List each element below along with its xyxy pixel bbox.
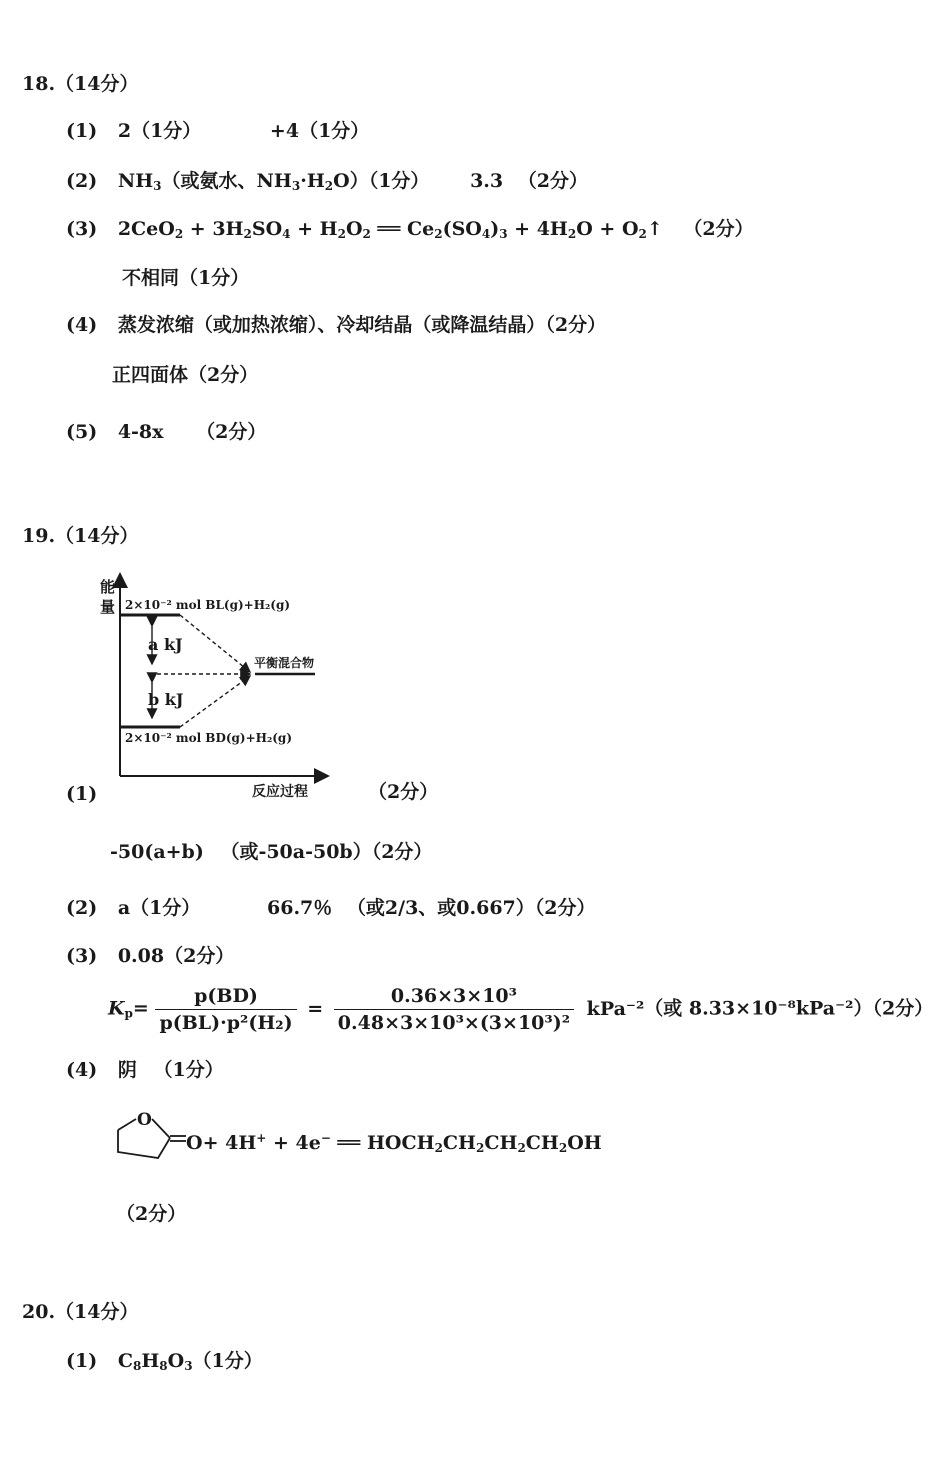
answer: 正四面体 [112, 364, 189, 386]
answer: +4 [269, 120, 300, 142]
subscript: 2 [638, 227, 647, 241]
answer: 阴 [117, 1059, 137, 1081]
equation-text: (SO [442, 218, 482, 240]
answer: 3.3 [470, 170, 504, 192]
part-label: (1) [66, 120, 98, 142]
equation-text: + 4H [507, 218, 568, 240]
gamma-butyrolactone-structure [112, 1106, 192, 1166]
q19-part4-equation: O+ 4H+ + 4e− ══ $HOCH_2CH_2CH_2CH_2OH$ [186, 1131, 602, 1155]
equation-text: + H [290, 218, 338, 240]
ring-bond [118, 1119, 136, 1130]
subscript: 2 [174, 227, 184, 241]
subscript: 4 [481, 227, 491, 241]
q19-header: 19.（14分） [22, 525, 139, 547]
score: （2分） [683, 218, 754, 240]
dashed-path-bottom [180, 676, 250, 727]
score: （2分） [196, 421, 267, 443]
answer: $NH_3$（或氨水、$NH_3\cdot H_2O$） [117, 170, 369, 193]
part-label: (5) [66, 421, 98, 443]
answer: 0.08 [117, 945, 165, 967]
q18-header: 18.（14分） [22, 73, 139, 95]
ring-bonds [118, 1130, 170, 1158]
y-axis-label-1: 能 [100, 578, 116, 596]
score: （1分） [153, 1059, 224, 1081]
q19-part1-answer [110, 840, 432, 864]
answer: $C_8H_8O_3$ [117, 1350, 193, 1373]
score: （2分） [534, 897, 596, 919]
unit: kPa⁻² [586, 997, 645, 1020]
part-label: (4) [66, 1059, 98, 1081]
q19-part1-label: (1) [66, 783, 98, 805]
ring-bond [152, 1119, 170, 1138]
q19-part3 [66, 944, 234, 968]
q19-part4-score: （2分） [116, 1203, 187, 1225]
bottom-level-label: 2×10⁻² mol BD(g)+H₂(g) [125, 731, 292, 745]
equation-text: ↑ [646, 218, 663, 240]
answer: a [117, 897, 131, 919]
score: （2分） [188, 364, 259, 386]
x-axis-label: 反应过程 [252, 784, 308, 800]
b-label: b kJ [148, 690, 184, 709]
alt-answer: （或-50a-50b） [220, 841, 372, 863]
score: （2分） [164, 945, 235, 967]
answer: 66.7％ [267, 897, 333, 919]
score: （1分） [131, 120, 202, 142]
equation-text: + 3H [183, 218, 244, 240]
kp-fraction-1 [155, 985, 296, 1034]
score: （1分） [130, 897, 201, 919]
numerator: 0.36×3×10³ [334, 985, 574, 1010]
score: （1分） [192, 1350, 263, 1372]
kp-fraction-2 [334, 985, 574, 1034]
kp-expression: $K_p=$ $\frac{p(BD)}{\text{p(BL)·p²(H₂)}}$ = $\frac{\text{0.36×3×10³}}{\text{0.48×3×10³×(3×10³)²}}$ kPa⁻²（或 8.33×10⁻⁸kPa⁻²）（2分） [108, 985, 933, 1034]
answer: 蒸发浓缩（或加热浓缩）、冷却结晶（或降温结晶） [117, 314, 546, 336]
score: （2分） [517, 170, 588, 192]
ring-oxygen: O [137, 1110, 152, 1130]
q18-part1 [66, 119, 369, 143]
q18-part4 [66, 313, 606, 337]
y-axis-label-2: 量 [100, 598, 116, 616]
q18-part5 [66, 420, 266, 444]
subscript: 2 [362, 227, 371, 241]
equilibrium-label: 平衡混合物 [254, 656, 315, 670]
denominator: 0.48×3×10³×(3×10³)² [337, 1012, 571, 1034]
alt-answer: （或 8.33×10⁻⁸kPa⁻²） [644, 997, 873, 1020]
part-label: (3) [66, 945, 98, 967]
energy-diagram [90, 570, 340, 800]
equation-text: ) [490, 218, 500, 240]
part-label: (1) [66, 1350, 98, 1372]
equation-text: SO [251, 218, 283, 240]
alt-answer: （或2/3、或0.667） [346, 897, 535, 919]
carbonyl-oxygen: O [186, 1132, 203, 1154]
equation-text: O [345, 218, 363, 240]
score: （1分） [179, 267, 250, 289]
subscript: 3 [499, 227, 508, 241]
subscript: 2 [337, 227, 346, 241]
q18-part2 [66, 169, 588, 193]
part-label: (4) [66, 314, 98, 336]
q18-part3 [66, 217, 754, 241]
q18-part3-line2 [122, 266, 249, 290]
score: （1分） [299, 120, 370, 142]
q19-part2 [66, 896, 596, 920]
q19-part4 [66, 1058, 224, 1082]
subscript: 2 [567, 227, 577, 241]
part-label: (2) [66, 897, 98, 919]
subscript: 2 [434, 227, 443, 241]
answer: 2 [117, 120, 132, 142]
q18-part4-line2 [112, 363, 258, 387]
equation-text: ══ Ce [370, 218, 435, 240]
denominator: p(BL)·p²(H₂) [159, 1012, 293, 1034]
answer: -50(a+b) [110, 841, 204, 863]
subscript: 4 [282, 227, 291, 241]
answer: 4-8x [117, 421, 164, 443]
kp-symbol: K [108, 997, 125, 1020]
score: （1分） [368, 170, 430, 192]
score: （2分） [371, 841, 433, 863]
q19-part1-diagram-score: （2分） [368, 781, 439, 803]
numerator: p(BD) [155, 985, 296, 1010]
answer: 不相同 [122, 267, 180, 289]
part-label: (3) [66, 218, 98, 240]
score: （2分） [545, 314, 607, 336]
subscript: 2 [243, 227, 252, 241]
equation-text: O + O [576, 218, 639, 240]
top-level-label: 2×10⁻² mol BL(g)+H₂(g) [125, 598, 291, 612]
equation-text: 2CeO [117, 218, 175, 240]
q20-header: 20.（14分） [22, 1301, 139, 1323]
part-label: (2) [66, 170, 98, 192]
a-label: a kJ [148, 635, 183, 654]
score: （2分） [872, 997, 933, 1020]
chemical-equation [118, 218, 663, 240]
dashed-path-top [180, 615, 250, 672]
q20-part1 [66, 1349, 263, 1373]
